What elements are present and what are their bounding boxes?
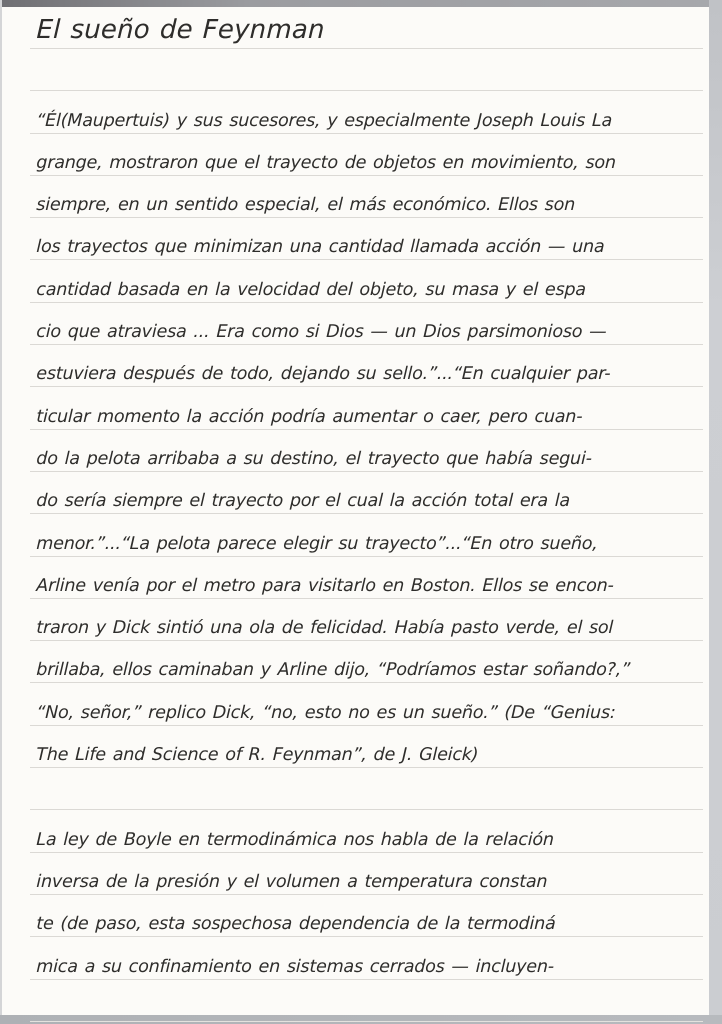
handwriting-line — [30, 895, 703, 937]
handwriting-line — [30, 599, 703, 641]
handwriting-text: “Él(Maupertuis) y sus sucesores, y especialmente Joseph Louis La — [36, 110, 613, 131]
handwriting-line — [30, 260, 703, 302]
ruled-paper — [2, 7, 709, 1015]
handwriting-line — [30, 91, 703, 133]
handwriting-text: cio que atraviesa ... Era como si Dios — un Dios parsimonioso — — [36, 322, 607, 343]
handwriting-line — [30, 345, 703, 387]
handwriting-text: brillaba, ellos caminaban y Arline dijo, “Podríamos estar soñando?,” — [36, 660, 631, 681]
handwriting-text: grange, mostraron que el trayecto de objetos en movimiento, son — [36, 152, 617, 173]
handwriting-line — [30, 726, 703, 768]
blank-ruled-line — [30, 49, 703, 91]
handwriting-text: mica a su confinamiento en sistemas cerrados — incluyen- — [36, 956, 555, 977]
handwriting-line — [30, 218, 703, 260]
handwriting-line — [30, 303, 703, 345]
handwriting-text: “No, señor,” replico Dick, “no, esto no es un sueño.” (De “Genius: — [36, 702, 616, 723]
handwriting-text: estuviera después de todo, dejando su sello.”...“En cualquier par- — [36, 364, 611, 385]
page-title: El sueño de Feynman — [36, 15, 326, 45]
handwriting-line — [30, 641, 703, 683]
handwriting-text: Arline venía por el metro para visitarlo en Boston. Ellos se encon- — [36, 575, 615, 596]
handwriting-text: traron y Dick sintió una ola de felicidad. Había pasto verde, el sol — [36, 618, 614, 639]
handwriting-line — [30, 557, 703, 599]
title-row — [30, 7, 703, 49]
handwriting-text: menor.”...“La pelota parece elegir su trayecto”...“En otro sueño, — [36, 533, 599, 554]
handwriting-text: siempre, en un sentido especial, el más económico. Ellos son — [36, 195, 576, 216]
handwriting-line — [30, 387, 703, 429]
handwriting-line — [30, 937, 703, 979]
handwriting-text: cantidad basada en la velocidad del objeto, su masa y el espa — [36, 279, 587, 300]
handwriting-line — [30, 514, 703, 556]
handwriting-line — [30, 134, 703, 176]
blank-ruled-line — [30, 768, 703, 810]
handwriting-text: ticular momento la acción podría aumentar o caer, pero cuan- — [36, 406, 583, 427]
photo-edge-right — [709, 0, 722, 1024]
handwriting-text: te (de paso, esta sospechosa dependencia de la termodiná — [36, 914, 556, 935]
handwriting-line — [30, 810, 703, 852]
handwriting-line — [30, 430, 703, 472]
handwriting-line — [30, 176, 703, 218]
handwriting-text: inversa de la presión y el volumen a temperatura constan — [36, 871, 548, 892]
blank-ruled-line — [30, 980, 703, 1022]
photo-edge-top — [0, 0, 722, 7]
handwriting-text: La ley de Boyle en termodinámica nos habla de la relación — [36, 829, 555, 850]
handwriting-text: los trayectos que minimizan una cantidad llamada acción — una — [36, 237, 605, 258]
handwriting-line — [30, 472, 703, 514]
handwriting-text: do sería siempre el trayecto por el cual la acción total era la — [36, 491, 571, 512]
handwriting-text: The Life and Science of R. Feynman”, de J. Gleick) — [36, 745, 479, 766]
handwriting-text: do la pelota arribaba a su destino, el trayecto que había segui- — [36, 448, 593, 469]
handwriting-line — [30, 853, 703, 895]
handwriting-line — [30, 683, 703, 725]
